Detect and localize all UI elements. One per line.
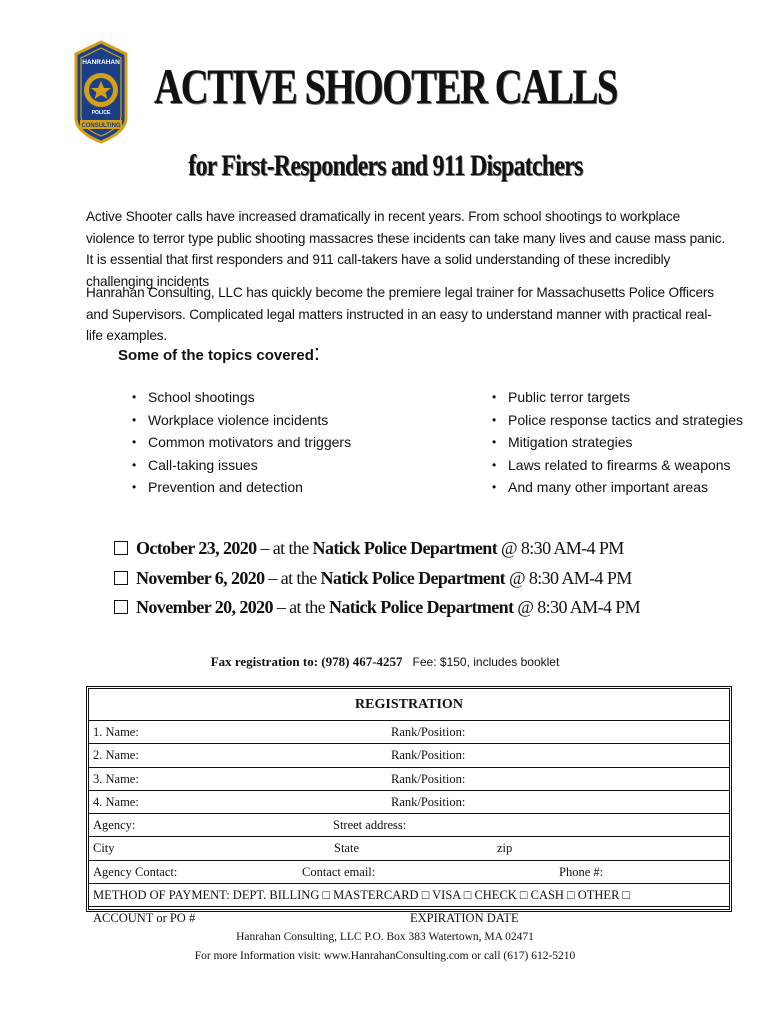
account-row[interactable] [89,907,729,929]
contact-row[interactable] [89,861,729,884]
topic-item: • Workplace violence incidents [132,409,351,432]
session-option[interactable] [114,564,640,594]
session-date: October 23, 2020 [136,538,257,558]
topic-item: • Prevention and detection [132,476,351,499]
topics-list-right [492,386,743,499]
session-date: November 6, 2020 [136,567,265,588]
registration-form [86,686,732,926]
name-field-label: 4. Name: [93,794,139,809]
about-paragraph: Hanrahan Consulting, LLC has quickly become the premiere legal trainer for Massachusetts Police Officers and Supervisors. Complicated legal matters instructed in an easy to understand manner with practical real-life examples. [86,285,714,343]
name-field-label: 1. Name: [93,725,139,739]
agency-row[interactable] [89,814,729,837]
topic-item: • Call-taking issues [132,454,351,477]
name-row-4[interactable] [89,791,729,814]
payment-method-options[interactable]: METHOD OF PAYMENT: DEPT. BILLING □ MASTERCARD □ VISA □ CHECK □ CASH □ OTHER □ [93,888,631,903]
page-title: ACTIVE SHOOTER CALLS [153,58,617,114]
logo-text-top: HANRAHAN [82,59,120,66]
topic-item: • And many other important areas [492,476,743,499]
payment-row[interactable] [89,884,729,907]
session-sep: – at the [272,597,329,617]
street-field-label: Street address: [333,818,407,833]
phone-field-label: Phone #: [559,864,604,879]
rank-field-label: Rank/Position: [391,725,466,739]
topics-list-left [132,386,351,499]
expiration-field-label: EXPIRATION DATE [410,911,519,926]
topic-item: • Police response tactics and strategies [492,409,743,432]
session-list [114,534,640,623]
agency-field-label: Agency: [93,818,136,833]
name-row-3[interactable] [89,768,729,791]
fax-number: Fax registration to: (978) 467-4257 [210,654,403,669]
session-time: @ 8:30 AM-4 PM [497,538,624,558]
contact-email-label: Contact email: [302,864,376,879]
fax-line [0,654,770,670]
registration-heading: REGISTRATION [89,689,729,721]
topics-heading-text: Some of the topics covered [118,347,314,364]
city-field-label: City [93,841,115,856]
topic-item: • Mitigation strategies [492,431,743,454]
topic-item: • School shootings [132,386,351,409]
topic-item: • Common motivators and triggers [132,431,351,454]
zip-field-label: zip [497,841,513,856]
logo-text-bottom: CONSULTING [81,123,121,129]
page-subtitle: for First-Responders and 911 Dispatchers [188,149,583,182]
session-location: Natick Police Department [312,538,498,558]
footer-address: Hanrahan Consulting, LLC P.O. Box 383 Watertown, MA 02471 [236,931,534,943]
rank-field-label: Rank/Position: [391,748,466,763]
fee-text: Fee: $150, includes booklet [412,655,560,669]
agency-contact-label: Agency Contact: [93,864,178,879]
footer-contact: For more Information visit: www.HanrahanConsulting.com or call (617) 612-5210 [194,950,576,962]
session-checkbox[interactable] [114,571,128,585]
session-time: @ 8:30 AM-4 PM [505,567,632,588]
session-location: Natick Police Department [320,567,506,588]
topic-item: • Public terror targets [492,386,743,409]
city-row[interactable] [89,837,729,860]
topic-item: • Laws related to firearms & weapons [492,454,743,477]
session-option[interactable] [114,593,640,623]
intro-paragraph: Active Shooter calls have increased dramatically in recent years. From school shootings to workplace violence to terror type public shooting massacres these incidents can take many lives and cause mass panic. It is essential that first responders and 911 call-takers have a solid understanding of these incredibly challenging incidents [86,209,726,289]
rank-field-label: Rank/Position: [391,771,466,786]
session-date: November 20, 2020 [136,597,273,617]
session-sep: – at the [256,538,313,558]
session-checkbox[interactable] [114,541,128,555]
session-location: Natick Police Department [328,597,514,617]
logo-text-mid: POLICE [91,110,111,116]
footer [0,928,770,966]
session-time: @ 8:30 AM-4 PM [513,597,641,617]
topics-heading-colon: : [313,340,321,365]
session-sep: – at the [264,567,321,588]
name-row-2[interactable] [89,744,729,767]
session-option[interactable] [114,534,640,564]
account-field-label: ACCOUNT or PO # [93,911,196,926]
state-field-label: State [334,841,359,856]
name-field-label: 3. Name: [93,771,139,786]
name-field-label: 2. Name: [93,748,139,763]
name-row-1[interactable] [89,721,729,744]
rank-field-label: Rank/Position: [391,794,466,809]
session-checkbox[interactable] [114,600,128,614]
topics-heading [118,340,320,366]
